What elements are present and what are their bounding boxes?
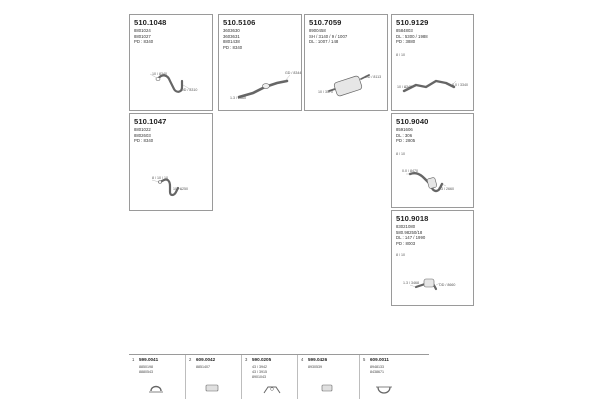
dimension-label: 10 / 8340 bbox=[152, 72, 167, 76]
reference: 8801438 bbox=[223, 39, 240, 45]
exhaust-card-510-9040[interactable] bbox=[391, 113, 474, 208]
engine-tag: 8 / 10 bbox=[396, 253, 405, 257]
part-number: 599.0426 bbox=[308, 357, 328, 362]
engine-tag: 8 / 10 bbox=[396, 152, 405, 156]
reference: PD : 3880 bbox=[396, 39, 416, 45]
reference: 8930539 bbox=[308, 365, 322, 369]
dimension-label: 0.0 / 8470 bbox=[402, 169, 418, 173]
exhaust-pipe-drawing bbox=[392, 211, 475, 307]
reference: 8901043 bbox=[252, 374, 266, 379]
reference: PD : 8003 bbox=[396, 240, 416, 246]
part-index: 3 bbox=[245, 357, 248, 362]
part-number: 510.5106 bbox=[223, 18, 256, 27]
reference: PD : 8340 bbox=[134, 39, 154, 45]
part-index: 1 bbox=[132, 357, 135, 362]
clamp-icon bbox=[129, 355, 185, 399]
part-number: 510.1048 bbox=[134, 18, 167, 27]
reference: 8850198 bbox=[139, 365, 153, 369]
exhaust-card-510-9129[interactable] bbox=[391, 14, 474, 111]
reference: DL : 306 bbox=[396, 132, 413, 138]
reference: 8801027 bbox=[134, 33, 151, 39]
exhaust-pipe-drawing bbox=[219, 15, 303, 112]
exhaust-card-510-7059[interactable] bbox=[304, 14, 388, 111]
reference: 8900458 bbox=[309, 28, 326, 33]
part-number: 609.0011 bbox=[370, 357, 389, 362]
exhaust-card-510-9018[interactable] bbox=[391, 210, 474, 306]
part-number: 510.1047 bbox=[134, 117, 167, 126]
reference: 8851407 bbox=[196, 365, 210, 369]
dimension-label: 0.0 / 3340 bbox=[452, 83, 468, 87]
part-number: 510.7059 bbox=[309, 18, 342, 27]
dimension-label: OD / 8310 bbox=[181, 88, 198, 92]
reference: 8802603 bbox=[134, 132, 151, 138]
dimension-label: 1.3 / 2660 bbox=[438, 187, 454, 191]
part-index: 5 bbox=[363, 357, 366, 362]
reference: 43 / 3915 bbox=[252, 369, 267, 374]
accessory-part[interactable] bbox=[185, 355, 241, 399]
reference: 580.98250/18 bbox=[396, 229, 423, 235]
exhaust-card-510-5106[interactable] bbox=[218, 14, 302, 111]
part-number: 510.9129 bbox=[396, 18, 429, 27]
reference: 8948133 bbox=[370, 365, 384, 369]
engine-tag: 8 / 10 bbox=[396, 53, 405, 57]
part-index: 4 bbox=[301, 357, 304, 362]
u-bolt-icon bbox=[360, 355, 430, 399]
accessory-part[interactable] bbox=[241, 355, 297, 399]
part-number: 590.0205 bbox=[252, 357, 272, 362]
dimension-label: 10 / 3570 bbox=[318, 90, 333, 94]
part-number: 609.0042 bbox=[196, 357, 216, 362]
reference: PD : 8340 bbox=[223, 44, 243, 50]
exhaust-card-510-1048[interactable] bbox=[129, 14, 213, 111]
reference: 8801024 bbox=[134, 28, 151, 33]
gasket-icon bbox=[298, 355, 360, 399]
dimension-label: OD / 8660 bbox=[439, 283, 456, 287]
dimension-label: 10 / 6250 bbox=[173, 187, 188, 191]
reference: PD : 2805 bbox=[396, 138, 416, 144]
reference: 43 / 3942 bbox=[252, 365, 267, 369]
rubber-mount-icon bbox=[186, 355, 242, 399]
dimension-label: GD / 8344 bbox=[285, 71, 302, 75]
reference: SH / 3140 / 9 / 1007 bbox=[309, 33, 348, 39]
reference: DL : 147 / 1990 bbox=[396, 235, 426, 241]
exhaust-pipe-drawing bbox=[130, 15, 214, 112]
dimension-label: 1.3 / 3468 bbox=[403, 281, 419, 285]
dimension-label: 10 / 8340 bbox=[397, 85, 412, 89]
part-index: 2 bbox=[189, 357, 192, 362]
reference: DL : 5300 / 1988 bbox=[396, 33, 428, 39]
reference: 8801022 bbox=[134, 127, 151, 132]
dimension-label: 8 / 10 / 10 bbox=[152, 176, 168, 180]
accessory-parts-strip bbox=[129, 354, 429, 398]
dimension-label: OD / 8113 bbox=[365, 75, 382, 79]
muffler-drawing bbox=[305, 15, 389, 112]
exhaust-pipe-drawing bbox=[130, 114, 214, 212]
part-number: 599.0041 bbox=[139, 357, 159, 362]
exhaust-card-510-1047[interactable] bbox=[129, 113, 213, 211]
reference: 8880543 bbox=[139, 369, 153, 374]
reference: 3603631 bbox=[223, 33, 240, 39]
accessory-part[interactable] bbox=[129, 355, 185, 399]
reference: 83021080 bbox=[396, 224, 416, 229]
dimension-label: 1.3 / 2660 bbox=[230, 96, 246, 100]
accessory-part[interactable] bbox=[297, 355, 359, 399]
reference: 3603630 bbox=[223, 28, 240, 33]
reference: 8438671 bbox=[370, 369, 384, 374]
part-number: 510.9040 bbox=[396, 117, 429, 126]
reference: DL : 1007 / 148 bbox=[309, 39, 339, 45]
reference: 8591606 bbox=[396, 127, 413, 132]
exhaust-pipe-drawing bbox=[392, 15, 475, 112]
reference: 8584803 bbox=[396, 28, 413, 33]
reference: PD : 8340 bbox=[134, 138, 154, 144]
bracket-icon bbox=[242, 355, 298, 399]
accessory-part[interactable] bbox=[359, 355, 429, 399]
part-number: 510.9018 bbox=[396, 214, 429, 223]
exhaust-pipe-drawing bbox=[392, 114, 475, 209]
